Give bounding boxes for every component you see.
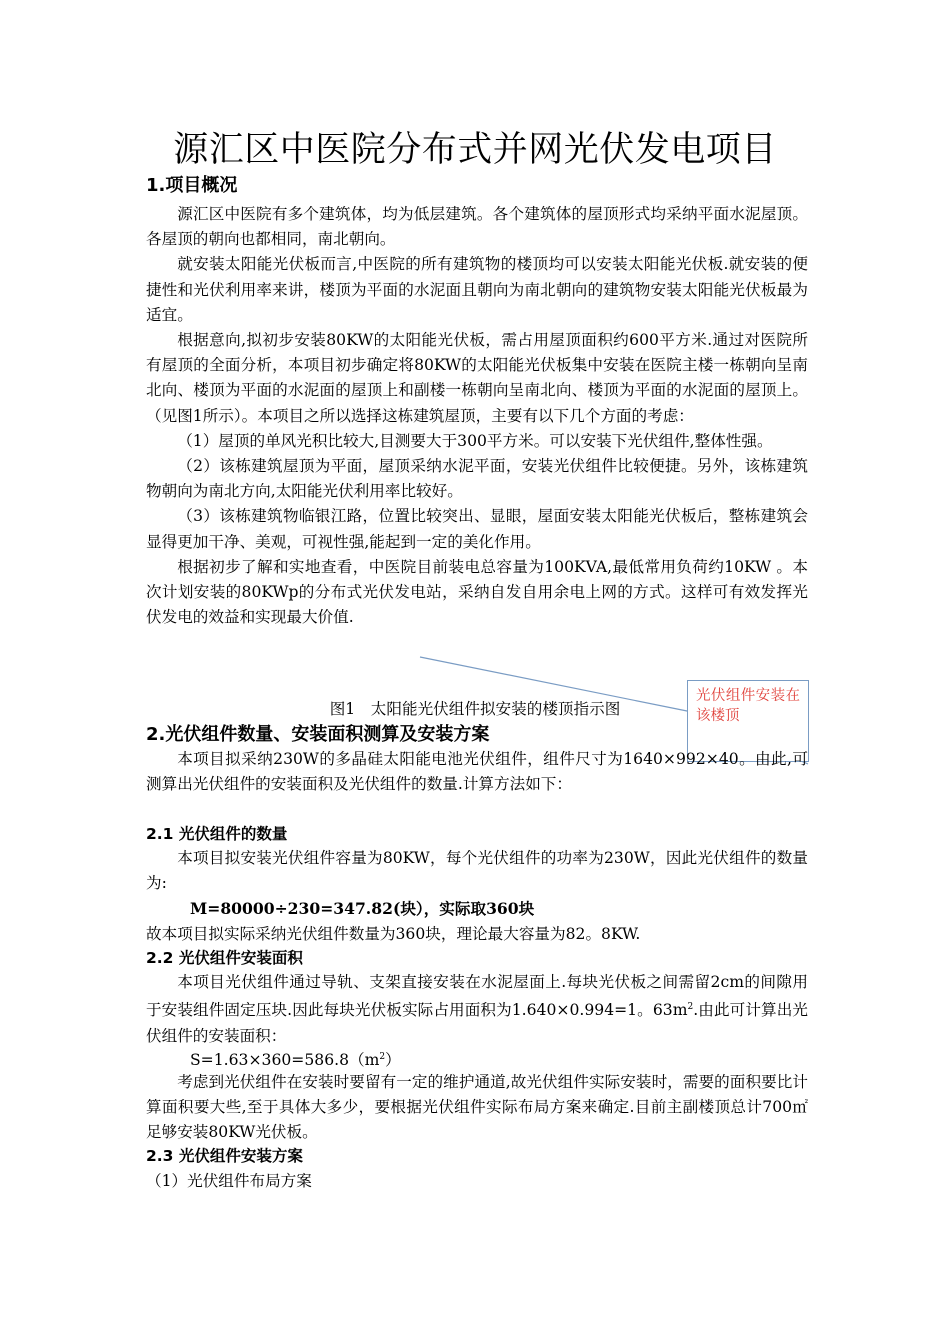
paragraph: 故本项目拟实际采纳光伏组件数量为360块，理论最大容量为82。8KW. <box>146 925 641 943</box>
paragraph: （2）该栋建筑屋顶为平面，屋顶采纳水泥平面，安装光伏组件比较便捷。另外，该栋建筑物朝向为南北方向,太阳能光伏利用率比较好。 <box>146 457 808 501</box>
paragraph: 本项目拟安装光伏组件容量为80KW，每个光伏组件的功率为230W，因此光伏组件的数量为: <box>146 849 808 893</box>
paragraph: 源汇区中医院有多个建筑体，均为低层建筑。各个建筑体的屋顶形式均采纳平面水泥屋顶。各屋顶的朝向也都相同，南北朝向。 <box>146 205 808 249</box>
paragraph: （3）该栋建筑物临银江路，位置比较突出、显眼，屋面安装太阳能光伏板后，整栋建筑会显得更加干净、美观，可视性强,能起到一定的美化作用。 <box>146 507 808 551</box>
callout-box: 光伏组件安装在该楼顶 <box>687 680 809 762</box>
section-2-1-heading: 2.1 光伏组件的数量 <box>146 825 288 843</box>
section-2-1-conclusion <box>146 922 808 947</box>
section-2-2-note <box>146 1070 808 1146</box>
superscript: 2 <box>687 1002 694 1013</box>
text-run: S=1.63×360=586.8（m <box>190 1051 380 1070</box>
section-2-1-text <box>146 846 808 896</box>
section-2-2-heading: 2.2 光伏组件安装面积 <box>146 949 303 967</box>
quantity-formula: M=80000÷230=347.82(块），实际取360块 <box>190 899 535 918</box>
text-run: .由此可计算出光伏组件的安装面积： <box>146 1001 808 1045</box>
section-2-heading: 2.光伏组件数量、安装面积测算及安装方案 <box>146 724 490 745</box>
paragraph: 根据初步了解和实地查看，中医院目前装电总容量为100KVA,最低常用负荷约10KW 。本次计划安装的80KWp的分布式光伏发电站，采纳自发自用余电上网的方式。这样可有效发挥光伏发电的效益和实现最大价值. <box>146 557 808 627</box>
area-formula <box>190 1045 401 1072</box>
paragraph: 就安装太阳能光伏板而言,中医院的所有建筑物的楼顶均可以安装太阳能光伏板.就安装的便捷性和光伏利用率来讲，楼顶为平面的水泥面且朝向为南北朝向的建筑物安装太阳能光伏板最为适宜。 <box>146 255 808 324</box>
section-1-body <box>146 202 808 630</box>
figure-caption: 图1 太阳能光伏组件拟安装的楼顶指示图 <box>329 700 621 718</box>
paragraph: （1）屋顶的单风光积比较大,目测要大于300平方米。可以安装下光伏组件,整体性强。 <box>177 431 773 450</box>
paragraph: 根据意向,拟初步安装80KW的太阳能光伏板，需占用屋顶面积约600平方米.通过对医院所有屋顶的全面分析，本项目初步确定将80KW的太阳能光伏板集中安装在医院主楼一栋朝向呈南北向、楼顶为平面的水泥面的屋顶上和副楼一栋朝向呈南北向、楼顶为平面的水泥面的屋顶上。（见图1所示）。本项目之所以选择这栋建筑屋顶，主要有以下几个方面的考虑： <box>146 331 808 425</box>
section-2-3-heading: 2.3 光伏组件安装方案 <box>146 1147 303 1165</box>
section-2-body <box>146 747 808 797</box>
paragraph: 考虑到光伏组件在安装时要留有一定的维护通道,故光伏组件实际安装时，需要的面积要比计算面积要大些,至于具体大多少，要根据光伏组件实际布局方案来确定.目前主副楼顶总计700㎡足够安装80KW光伏板。 <box>146 1073 808 1142</box>
document-title: 源汇区中医院分布式并网光伏发电项目 <box>173 130 777 170</box>
paragraph: 本项目拟采纳230W的多晶硅太阳能电池光伏组件，组件尺寸为1640×992×40。由此,可测算出光伏组件的安装面积及光伏组件的数量.计算方法如下： <box>146 750 808 794</box>
text-run: ） <box>385 1051 401 1070</box>
section-1-heading: 1.项目概况 <box>146 175 238 196</box>
paragraph <box>146 970 808 1049</box>
section-2-2-text <box>146 970 808 1049</box>
section-2-3-item: （1）光伏组件布局方案 <box>146 1172 312 1190</box>
superscript: 2 <box>379 1052 386 1062</box>
text-run: 本项目光伏组件通过导轨、支架直接安装在水泥屋面上.每块光伏板之间需留2cm的间隙用于安装组件固定压块.因此每块光伏板实际占用面积为1.640×0.994=1。63m <box>146 973 808 1020</box>
